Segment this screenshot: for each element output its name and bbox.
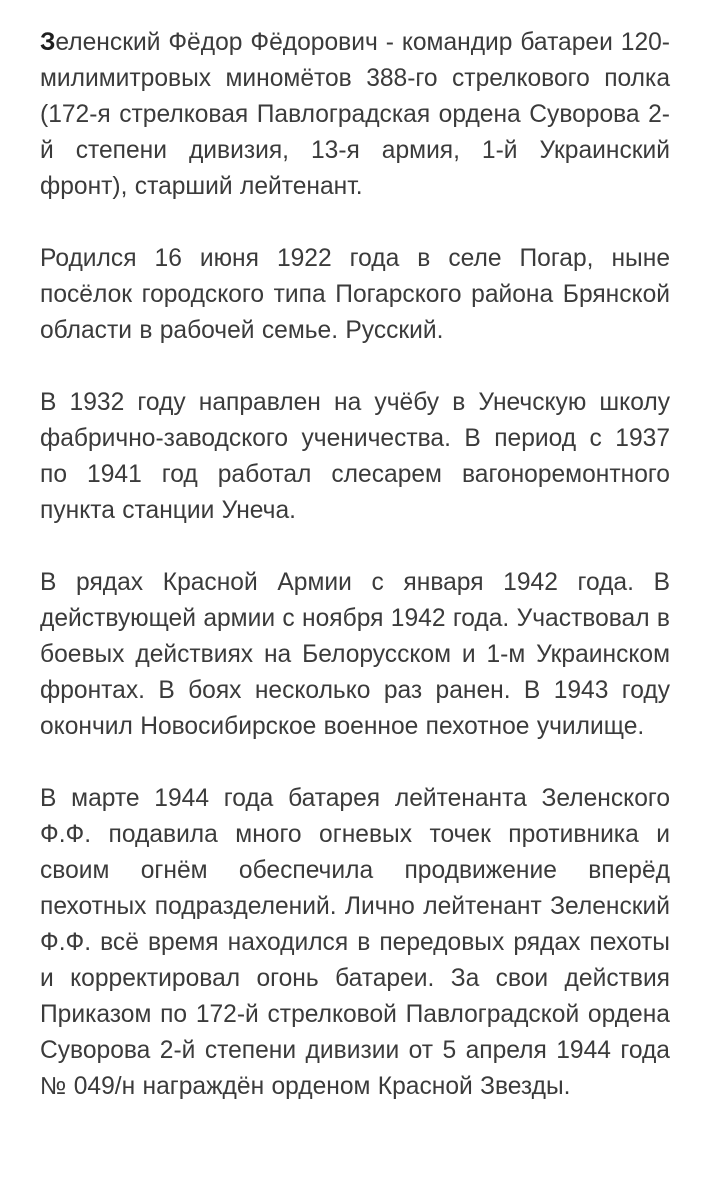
paragraph-intro (40, 25, 670, 205)
paragraph-intro-text: еленский Фёдор Фёдорович - командир батареи 120-милимитровых миномётов 388-го стрелкового полка (172-я стрелковая Павлоградская ордена Суворова 2-й степени дивизия, 13-я армия, 1-й Украинский фронт), старший лейтенант. (40, 29, 670, 200)
paragraph-award: В марте 1944 года батарея лейтенанта Зеленского Ф.Ф. подавила много огневых точек противника и своим огнём обеспечила продвижение вперёд пехотных подразделений. Лично лейтенант Зеленский Ф.Ф. всё время находился в передовых рядах пехоты и корректировал огонь батареи. За свои действия Приказом по 172-й стрелковой Павлоградской ордена Суворова 2-й степени дивизии от 5 апреля 1944 года № 049/н награждён орденом Красной Звезды. (40, 785, 670, 1100)
paragraph-army-service: В рядах Красной Армии с января 1942 года. В действующей армии с ноября 1942 года. Участвовал в боевых действиях на Белорусском и 1-м Украинском фронтах. В боях несколько раз ранен. В 1943 году окончил Новосибирское военное пехотное училище. (40, 569, 670, 740)
drop-cap: З (40, 29, 56, 56)
paragraph-education: В 1932 году направлен на учёбу в Унечскую школу фабрично-заводского ученичества. В период с 1937 по 1941 год работал слесарем вагоноремонтного пункта станции Унеча. (40, 389, 670, 524)
article-body (40, 25, 670, 1105)
paragraph-birth: Родился 16 июня 1922 года в селе Погар, ныне посёлок городского типа Погарского района Брянской области в рабочей семье. Русский. (40, 245, 670, 344)
